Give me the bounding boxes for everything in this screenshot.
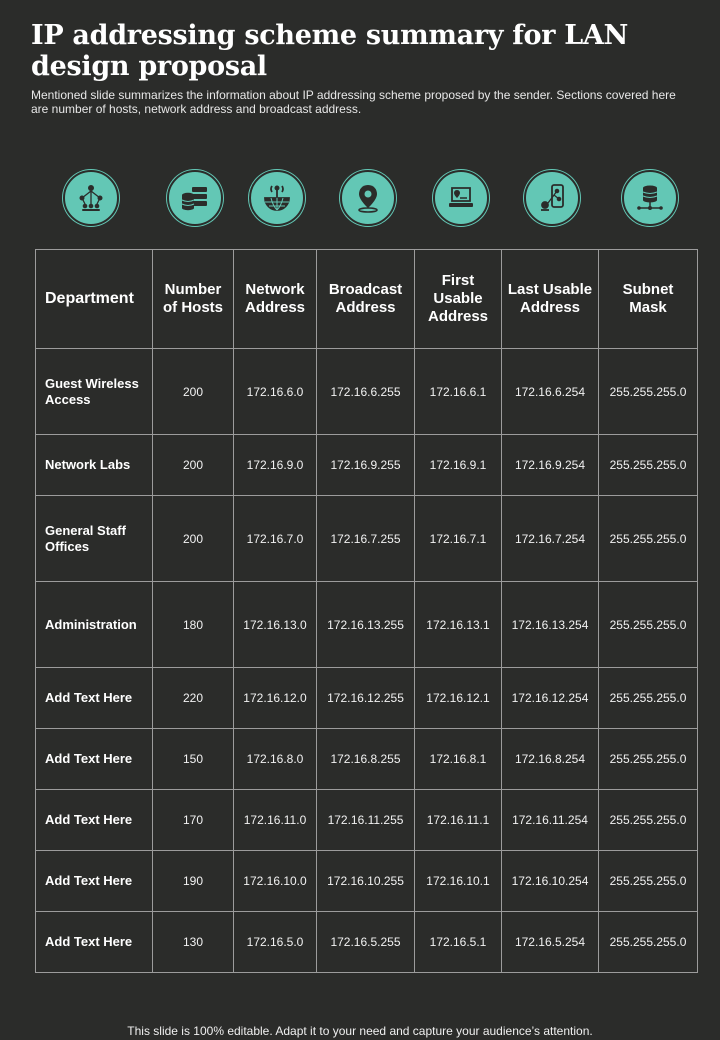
table-row (36, 435, 698, 496)
icon-row (0, 170, 720, 228)
cell-department: Administration (36, 582, 153, 668)
cell-broadcast-address: 172.16.8.255 (317, 729, 415, 790)
header-subnet-mask: Subnet Mask (599, 250, 698, 349)
cell-subnet-mask: 255.255.255.0 (599, 496, 698, 582)
phone-network-icon (524, 170, 580, 226)
cell-first-usable: 172.16.11.1 (415, 790, 502, 851)
cell-hosts: 170 (153, 790, 234, 851)
globe-antenna-icon (249, 170, 305, 226)
cell-hosts: 180 (153, 582, 234, 668)
cell-department: General Staff Offices (36, 496, 153, 582)
cell-first-usable: 172.16.13.1 (415, 582, 502, 668)
table-row (36, 790, 698, 851)
cell-last-usable: 172.16.8.254 (502, 729, 599, 790)
cell-last-usable: 172.16.13.254 (502, 582, 599, 668)
table-row (36, 729, 698, 790)
cell-network-address: 172.16.5.0 (234, 912, 317, 973)
cell-last-usable: 172.16.7.254 (502, 496, 599, 582)
cell-broadcast-address: 172.16.12.255 (317, 668, 415, 729)
cell-first-usable: 172.16.7.1 (415, 496, 502, 582)
people-network-icon (63, 170, 119, 226)
table-row (36, 851, 698, 912)
cell-hosts: 200 (153, 496, 234, 582)
table-row (36, 349, 698, 435)
cell-department: Add Text Here (36, 729, 153, 790)
cell-network-address: 172.16.7.0 (234, 496, 317, 582)
cell-network-address: 172.16.12.0 (234, 668, 317, 729)
cell-network-address: 172.16.11.0 (234, 790, 317, 851)
cell-subnet-mask: 255.255.255.0 (599, 668, 698, 729)
cell-hosts: 200 (153, 349, 234, 435)
cell-last-usable: 172.16.9.254 (502, 435, 599, 496)
database-network-icon (622, 170, 678, 226)
cell-subnet-mask: 255.255.255.0 (599, 912, 698, 973)
cell-broadcast-address: 172.16.6.255 (317, 349, 415, 435)
table-row (36, 668, 698, 729)
cell-department: Network Labs (36, 435, 153, 496)
header-department: Department (36, 250, 153, 349)
header-first-usable-address: First Usable Address (415, 250, 502, 349)
cell-last-usable: 172.16.10.254 (502, 851, 599, 912)
cell-network-address: 172.16.10.0 (234, 851, 317, 912)
cell-broadcast-address: 172.16.5.255 (317, 912, 415, 973)
cell-department: Add Text Here (36, 790, 153, 851)
header-last-usable-address: Last Usable Address (502, 250, 599, 349)
cell-hosts: 200 (153, 435, 234, 496)
header-number-of-hosts: Number of Hosts (153, 250, 234, 349)
cell-broadcast-address: 172.16.11.255 (317, 790, 415, 851)
cell-first-usable: 172.16.9.1 (415, 435, 502, 496)
cell-last-usable: 172.16.11.254 (502, 790, 599, 851)
cell-hosts: 150 (153, 729, 234, 790)
page-title: IP addressing scheme summary for LAN design proposal (31, 20, 628, 82)
ip-addressing-table (35, 249, 698, 973)
cell-department: Add Text Here (36, 851, 153, 912)
cell-network-address: 172.16.6.0 (234, 349, 317, 435)
page-subtitle: Mentioned slide summarizes the information about IP addressing scheme proposed by the sender. Sections covered here are number of hosts, network address and broadcast address. (31, 88, 676, 116)
table-header-row (36, 250, 698, 349)
laptop-location-icon (433, 170, 489, 226)
header-network-address: Network Address (234, 250, 317, 349)
cell-first-usable: 172.16.10.1 (415, 851, 502, 912)
table-row (36, 912, 698, 973)
cell-broadcast-address: 172.16.9.255 (317, 435, 415, 496)
cell-broadcast-address: 172.16.13.255 (317, 582, 415, 668)
cell-subnet-mask: 255.255.255.0 (599, 435, 698, 496)
cell-last-usable: 172.16.12.254 (502, 668, 599, 729)
cell-last-usable: 172.16.6.254 (502, 349, 599, 435)
cell-first-usable: 172.16.12.1 (415, 668, 502, 729)
cell-department: Add Text Here (36, 912, 153, 973)
cell-first-usable: 172.16.8.1 (415, 729, 502, 790)
table-row (36, 582, 698, 668)
cell-subnet-mask: 255.255.255.0 (599, 851, 698, 912)
cell-subnet-mask: 255.255.255.0 (599, 582, 698, 668)
cell-hosts: 190 (153, 851, 234, 912)
table-row (36, 496, 698, 582)
cell-hosts: 130 (153, 912, 234, 973)
cell-first-usable: 172.16.5.1 (415, 912, 502, 973)
footer-note: This slide is 100% editable. Adapt it to your need and capture your audience’s attention. (127, 1024, 593, 1038)
cell-first-usable: 172.16.6.1 (415, 349, 502, 435)
location-pin-icon (340, 170, 396, 226)
cell-department: Guest Wireless Access (36, 349, 153, 435)
database-server-icon (167, 170, 223, 226)
cell-subnet-mask: 255.255.255.0 (599, 790, 698, 851)
cell-broadcast-address: 172.16.10.255 (317, 851, 415, 912)
cell-hosts: 220 (153, 668, 234, 729)
cell-subnet-mask: 255.255.255.0 (599, 729, 698, 790)
cell-last-usable: 172.16.5.254 (502, 912, 599, 973)
cell-network-address: 172.16.8.0 (234, 729, 317, 790)
cell-broadcast-address: 172.16.7.255 (317, 496, 415, 582)
cell-department: Add Text Here (36, 668, 153, 729)
header-broadcast-address: Broadcast Address (317, 250, 415, 349)
cell-network-address: 172.16.13.0 (234, 582, 317, 668)
cell-network-address: 172.16.9.0 (234, 435, 317, 496)
cell-subnet-mask: 255.255.255.0 (599, 349, 698, 435)
